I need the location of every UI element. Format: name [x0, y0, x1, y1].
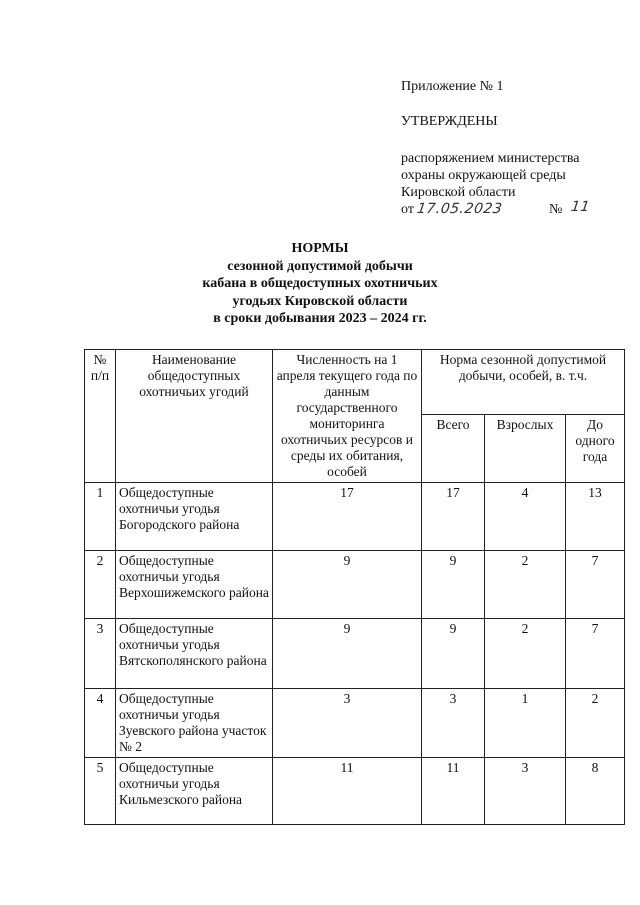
row-count: 17 — [273, 483, 422, 551]
title-line-5: в сроки добывания 2023 – 2024 гг. — [213, 311, 427, 326]
table-row — [85, 551, 625, 619]
title-line-2: сезонной допустимой добычи — [227, 258, 413, 274]
table-row — [85, 758, 625, 825]
row-adults: 2 — [485, 619, 566, 689]
header-count: Численность на 1 апреля текущего года по данным государственного мониторинга охотничьих ресурсов и среды их обитания, особей — [273, 350, 422, 483]
row-adults: 1 — [485, 689, 566, 758]
row-total: 9 — [422, 551, 485, 619]
row-name: Общедоступные охотничьи угодья Кильмезского района — [116, 758, 273, 825]
header-young: До одного года — [566, 415, 625, 483]
row-total: 11 — [422, 758, 485, 825]
document-title — [150, 240, 490, 328]
row-num: 5 — [85, 758, 116, 825]
row-young: 13 — [566, 483, 625, 551]
row-young: 2 — [566, 689, 625, 758]
row-num: 2 — [85, 551, 116, 619]
row-young: 7 — [566, 619, 625, 689]
header-num: № п/п — [85, 350, 116, 483]
title-line-1: НОРМЫ — [291, 241, 349, 256]
row-name: Общедоступные охотничьи угодья Богородского района — [116, 483, 273, 551]
row-young: 8 — [566, 758, 625, 825]
header-name: Наименование общедоступных охотничьих угодий — [116, 350, 273, 483]
table-row — [85, 483, 625, 551]
handwritten-number: 11 — [569, 199, 592, 215]
header-adults: Взрослых — [485, 415, 566, 483]
norms-table — [84, 349, 625, 825]
row-count: 11 — [273, 758, 422, 825]
appendix-label: Приложение № 1 — [401, 79, 504, 94]
header-total: Всего — [422, 415, 485, 483]
date-prefix: от — [401, 202, 414, 217]
row-name: Общедоступные охотничьи угодья Верхошижемского района — [116, 551, 273, 619]
order-date-line — [401, 201, 621, 218]
row-young: 7 — [566, 551, 625, 619]
row-count: 9 — [273, 551, 422, 619]
table-row — [85, 619, 625, 689]
title-line-4: угодьях Кировской области — [232, 293, 408, 309]
table-header-row — [85, 350, 625, 415]
title-line-3: кабана в общедоступных охотничьих — [202, 276, 438, 291]
row-name: Общедоступные охотничьи угодья Зуевского района участок № 2 — [116, 689, 273, 758]
order-line-2: охраны окружающей среды — [401, 168, 566, 183]
row-num: 4 — [85, 689, 116, 758]
approved-label: УТВЕРЖДЕНЫ — [401, 114, 498, 129]
approval-block — [401, 78, 621, 218]
number-prefix: № — [549, 202, 563, 217]
row-total: 17 — [422, 483, 485, 551]
row-num: 1 — [85, 483, 116, 551]
row-count: 9 — [273, 619, 422, 689]
row-adults: 2 — [485, 551, 566, 619]
row-total: 9 — [422, 619, 485, 689]
header-norm: Норма сезонной допустимой добычи, особей, в. т.ч. — [422, 350, 625, 415]
row-num: 3 — [85, 619, 116, 689]
row-adults: 4 — [485, 483, 566, 551]
table-row — [85, 689, 625, 758]
handwritten-date: 17.05.2023 — [416, 201, 504, 217]
order-line-3: Кировской области — [401, 185, 516, 200]
row-name: Общедоступные охотничьи угодья Вятскополянского района — [116, 619, 273, 689]
row-adults: 3 — [485, 758, 566, 825]
order-line-1: распоряжением министерства — [401, 151, 580, 166]
row-count: 3 — [273, 689, 422, 758]
row-total: 3 — [422, 689, 485, 758]
